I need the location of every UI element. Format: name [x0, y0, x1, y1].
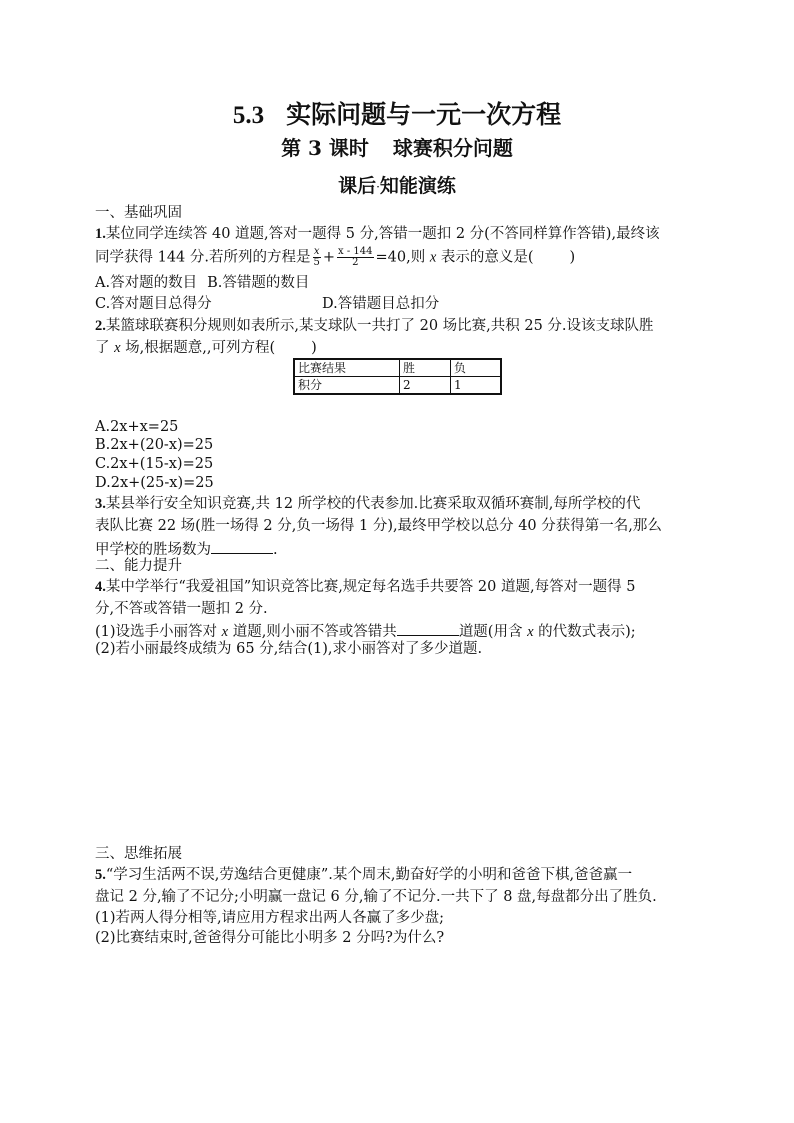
- q4-line2: 分,不答或答错一题扣 2 分.: [95, 601, 268, 617]
- q1-fraction-1: [313, 247, 321, 268]
- q3-line3: [95, 539, 278, 559]
- table-header-cell: 负: [451, 359, 502, 377]
- q1-line2: [95, 247, 575, 268]
- q3-text3: 甲学校的胜场数为: [95, 542, 211, 558]
- section-advanced: 二、能力提升: [95, 558, 182, 574]
- q1-plus: +: [322, 249, 336, 266]
- q2-line1: [95, 317, 654, 335]
- table-header-cell: 胜: [400, 359, 451, 377]
- q5-line1: [95, 866, 632, 884]
- table-cell: 2: [400, 377, 451, 395]
- section-heading: [0, 174, 794, 199]
- table-cell: 积分: [294, 377, 400, 395]
- q2-close-paren: ): [311, 340, 317, 356]
- section-heading-right: 知能演练: [379, 175, 456, 197]
- q4-part1-text-a: (1)设选手小丽答对: [95, 624, 222, 640]
- q5-text1: “学习生活两不误,劳逸结合更健康”.某个周末,勤奋好学的小明和爸爸下棋,爸爸赢一: [105, 867, 633, 883]
- q4-number: 4.: [95, 579, 106, 595]
- q2-option-d: D.2x+(25-x)=25: [95, 475, 214, 491]
- q2-variable: x: [114, 340, 121, 356]
- q1-number: 1.: [95, 226, 106, 242]
- q3-line2: 表队比赛 22 场(胜一场得 2 分,负一场得 1 分),最终甲学校以总分 40 分获得第一名,那么: [95, 518, 662, 534]
- table-header-cell: 比赛结果: [294, 359, 400, 377]
- q1-option-c: C.答对题目总得分: [95, 296, 212, 312]
- q2-option-b: B.2x+(20-x)=25: [95, 437, 214, 453]
- q2-number: 2.: [95, 318, 106, 334]
- q2-text2: 了: [95, 340, 115, 356]
- q1-line1: [95, 225, 660, 243]
- q1-text3: =40,则: [375, 249, 430, 266]
- table-cell: 1: [451, 377, 502, 395]
- q1-variable: x: [429, 249, 437, 266]
- q1-option-a: A.答对题的数目: [95, 275, 198, 291]
- q2-option-c: C.2x+(15-x)=25: [95, 456, 214, 472]
- q4-part2: (2)若小丽最终成绩为 65 分,结合(1),求小丽答对了多少道题.: [95, 641, 483, 657]
- q1-text2: 同学获得 144 分.若所列的方程是: [95, 249, 311, 266]
- q4-part1-text-d: 的代数式表示);: [533, 624, 636, 640]
- q3-number: 3.: [95, 496, 106, 512]
- q1-text4: 表示的意义是(: [436, 249, 534, 266]
- q3-line1: [95, 495, 640, 513]
- q5-part1: (1)若两人得分相等,请应用方程求出两人各赢了多少盘;: [95, 910, 445, 926]
- q2-option-a: A.2x+x=25: [95, 419, 179, 435]
- q4-variable: x: [527, 624, 534, 640]
- q4-answer-blank[interactable]: [397, 621, 459, 636]
- q5-part2: (2)比赛结束时,爸爸得分可能比小明多 2 分吗?为什么?: [95, 930, 445, 946]
- q1-text1: 某位同学连续答 40 道题,答对一题得 5 分,答错一题扣 2 分(不答同样算作答错),最终该: [105, 226, 660, 242]
- lesson-subtitle: [0, 135, 794, 161]
- section-heading-sep: ·: [376, 180, 380, 194]
- q2-text3: 场,根据题意,,可列方程(: [120, 340, 276, 356]
- q4-part1: [95, 621, 636, 641]
- q4-part1-text-b: 道题,则小丽不答或答错共: [228, 624, 397, 640]
- q1-fraction-2: [337, 247, 373, 268]
- lesson-topic: 球赛积分问题: [392, 136, 513, 160]
- page-title: [0, 100, 794, 131]
- table-row: [294, 377, 501, 395]
- q4-variable: x: [221, 624, 229, 640]
- q3-answer-blank[interactable]: [211, 539, 273, 554]
- lesson-number: 第 3 课时: [281, 136, 369, 160]
- section-heading-left: 课后: [338, 175, 377, 197]
- q3-period: .: [273, 542, 278, 558]
- q5-number: 5.: [95, 867, 106, 883]
- q5-line2: 盘记 2 分,输了不记分;小明赢一盘记 6 分,输了不记分.一共下了 8 盘,每盘都分出了胜负.: [95, 889, 657, 905]
- q1-options-ab: [95, 274, 309, 292]
- table-header-row: [294, 359, 501, 377]
- title-number: 5.3: [232, 102, 265, 129]
- q4-text1: 某中学举行“我爱祖国”知识竞答比赛,规定每名选手共要答 20 道题,每答对一题得 5: [105, 579, 636, 595]
- q4-part1-text-c: 道题(用含: [458, 624, 528, 640]
- title-text: 实际问题与一元一次方程: [286, 100, 562, 129]
- q1-option-b: B.答错题的数目: [207, 275, 310, 291]
- frac1-numerator: x: [313, 246, 320, 257]
- q2-text1: 某篮球联赛积分规则如表所示,某支球队一共打了 20 场比赛,共积 25 分.设该支球队胜: [105, 318, 654, 334]
- q3-text1: 某县举行安全知识竞赛,共 12 所学校的代表参加.比赛采取双循环赛制,每所学校的代: [105, 496, 641, 512]
- section-extension: 三、思维拓展: [95, 846, 182, 862]
- score-rules-table: [293, 358, 502, 395]
- section-basic: 一、基础巩固: [95, 205, 182, 221]
- q1-close-paren: ): [569, 249, 576, 266]
- frac2-numerator: x - 144: [338, 246, 373, 257]
- q4-line1: [95, 578, 635, 596]
- frac2-denominator: 2: [352, 257, 359, 268]
- q2-line2: [95, 339, 317, 357]
- q1-option-d: D.答错题目总扣分: [322, 296, 440, 312]
- frac1-denominator: 5: [313, 257, 320, 268]
